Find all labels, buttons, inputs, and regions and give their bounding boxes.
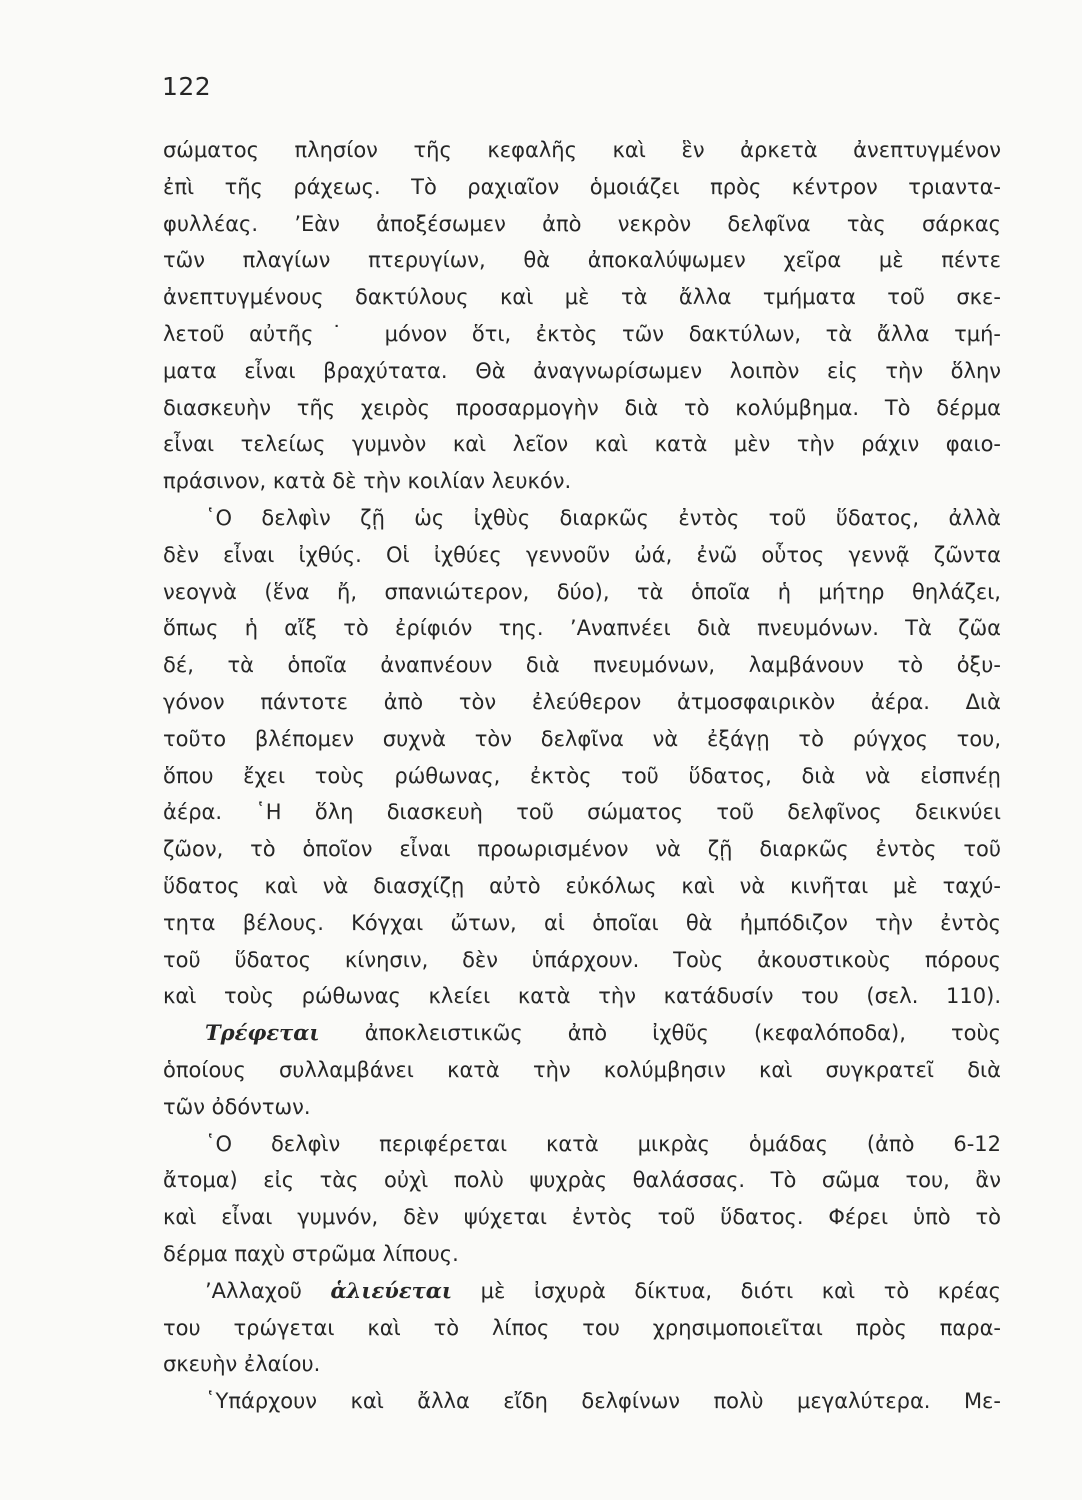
text-segment: ἀποκλειστικῶς ἀπὸ ἰχθῦς (κεφαλόποδα), τοὺς — [364, 1021, 1001, 1046]
text-line: γόνον πάντοτε ἀπὸ τὸν ἐλεύθερον ἀτμοσφαιρικὸν ἀέρα. Διὰ — [163, 689, 1001, 714]
emphasis-term: ἁλιεύεται — [330, 1277, 453, 1303]
text-line: φυλλέας. ’Εὰν ἀποξέσωμεν ἀπὸ νεκρὸν δελφῖνα τὰς σάρκας — [163, 211, 1001, 236]
text-line — [163, 1015, 1001, 1052]
text-line: ἀνεπτυγμένους δακτύλους καὶ μὲ τὰ ἄλλα τμήματα τοῦ σκε- — [163, 285, 1001, 310]
text-line: διασκευὴν τῆς χειρὸς προσαρμογὴν διὰ τὸ κολύμβημα. Τὸ δέρμα — [163, 395, 1001, 420]
text-line: ὕδατος καὶ νὰ διασχίζῃ αὐτὸ εὐκόλως καὶ νὰ κινῆται μὲ ταχύ- — [163, 873, 1001, 898]
text-line — [163, 1273, 1001, 1310]
text-line: τῶν πλαγίων πτερυγίων, θὰ ἀποκαλύψωμεν χεῖρα μὲ πέντε — [163, 248, 1001, 273]
text-line: εἶναι τελείως γυμνὸν καὶ λεῖον καὶ κατὰ μὲν τὴν ράχιν φαιο- — [163, 432, 1001, 457]
page-number: 122 — [162, 72, 212, 101]
emphasis-term: Τρέφεται — [205, 1020, 320, 1046]
text-line: δέ, τὰ ὁποῖα ἀναπνέουν διὰ πνευμόνων, λαμβάνουν τὸ ὀξυ- — [163, 653, 1001, 678]
text-line: ῾Υπάρχουν καὶ ἄλλα εἴδη δελφίνων πολὺ μεγαλύτερα. Με- — [205, 1389, 1001, 1414]
text-line: ὅπως ἡ αἴξ τὸ ἐρίφιόν της. ’Αναπνέει διὰ πνευμόνων. Τὰ ζῶα — [163, 616, 1001, 641]
text-line: ἀέρα. ῾Η ὅλη διασκευὴ τοῦ σώματος τοῦ δελφῖνος δεικνύει — [163, 800, 1001, 825]
text-line: ῾Ο δελφὶν περιφέρεται κατὰ μικρὰς ὁμάδας (ἀπὸ 6-12 — [205, 1131, 1001, 1156]
text-line: ὁποίους συλλαμβάνει κατὰ τὴν κολύμβησιν καὶ συγκρατεῖ διὰ — [163, 1057, 1001, 1082]
text-line: ματα εἶναι βραχύτατα. Θὰ ἀναγνωρίσωμεν λοιπὸν εἰς τὴν ὅλην — [163, 358, 1001, 383]
text-line: ζῶον, τὸ ὁποῖον εἶναι προωρισμένον νὰ ζῇ διαρκῶς ἐντὸς τοῦ — [163, 837, 1001, 862]
text-line: ῾Ο δελφὶν ζῇ ὡς ἰχθὺς διαρκῶς ἐντὸς τοῦ ὕδατος, ἀλλὰ — [205, 505, 1001, 530]
text-line: ἄτομα) εἰς τὰς οὐχὶ πολὺ ψυχρὰς θαλάσσας. Τὸ σῶμα του, ἂν — [163, 1168, 1001, 1193]
text-line: δὲν εἶναι ἰχθύς. Οἱ ἰχθύες γεννοῦν ὠά, ἐνῶ οὗτος γεννᾷ ζῶντα — [163, 542, 1001, 567]
text-segment: μὲ ἰσχυρὰ δίκτυα, διότι καὶ τὸ κρέας — [480, 1278, 1001, 1303]
text-line: σκευὴν ἐλαίου. — [163, 1352, 321, 1377]
text-line: νεογνὰ (ἕνα ἤ, σπανιώτερον, δύο), τὰ ὁποῖα ἡ μήτηρ θηλάζει, — [163, 579, 1001, 604]
text-line: καὶ εἶναι γυμνόν, δὲν ψύχεται ἐντὸς τοῦ ὕδατος. Φέρει ὑπὸ τὸ — [163, 1205, 1001, 1230]
text-line: του τρώγεται καὶ τὸ λίπος του χρησιμοποιεῖται πρὸς παρα- — [163, 1315, 1001, 1340]
text-segment: ’Αλλαχοῦ — [205, 1278, 302, 1303]
text-line: πράσινον, κατὰ δὲ τὴν κοιλίαν λευκόν. — [163, 469, 572, 494]
text-line: σώματος πλησίον τῆς κεφαλῆς καὶ ἓν ἀρκετὰ ἀνεπτυγμένον — [163, 138, 1001, 162]
body-text — [163, 132, 1001, 1420]
text-line: λετοῦ αὐτῆς˙ μόνον ὅτι, ἐκτὸς τῶν δακτύλων, τὰ ἄλλα τμή- — [163, 321, 1001, 346]
text-line: ὅπου ἔχει τοὺς ρώθωνας, ἐκτὸς τοῦ ὕδατος, διὰ νὰ εἰσπνέῃ — [163, 763, 1001, 788]
text-line: ἐπὶ τῆς ράχεως. Τὸ ραχιαῖον ὁμοιάζει πρὸς κέντρον τριαντα- — [163, 174, 1001, 199]
text-line: τῶν ὀδόντων. — [163, 1094, 311, 1119]
text-line: δέρμα παχὺ στρῶμα λίπους. — [163, 1241, 459, 1266]
text-line: τητα βέλους. Κόγχαι ὤτων, αἱ ὁποῖαι θὰ ἠμπόδιζον τὴν ἐντὸς — [163, 910, 1001, 935]
text-line: τοῦ ὕδατος κίνησιν, δὲν ὑπάρχουν. Τοὺς ἀκουστικοὺς πόρους — [163, 947, 1001, 972]
text-line: καὶ τοὺς ρώθωνας κλείει κατὰ τὴν κατάδυσίν του (σελ. 110). — [163, 984, 1001, 1009]
text-line: τοῦτο βλέπομεν συχνὰ τὸν δελφῖνα νὰ ἐξάγῃ τὸ ρύγχος του, — [163, 726, 1001, 751]
